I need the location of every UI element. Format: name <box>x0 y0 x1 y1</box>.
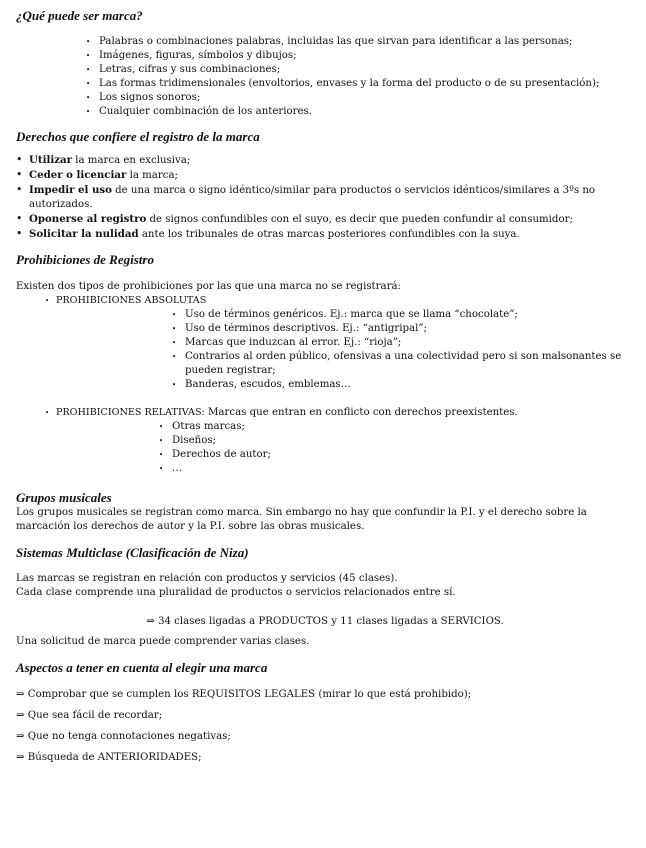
right-text: la marca en exclusiva; <box>71 155 191 166</box>
derechos-list <box>16 153 634 242</box>
relativas-text: Marcas que entran en conflicto con derechos preexistentes. <box>204 407 518 418</box>
list-item <box>16 212 634 227</box>
right-text: de una marca o signo idéntico/similar para productos o servicios idénticos/similares a 3ºs no autorizados. <box>29 185 596 210</box>
prohibiciones-intro: Existen dos tipos de prohibiciones por las que una marca no se registrará: <box>16 281 401 292</box>
list-item: • Palabras o combinaciones palabras, incluidas las que sirvan para identificar a las personas; <box>86 35 634 49</box>
heading-que-puede-ser-marca: ¿Qué puede ser marca? <box>16 8 143 23</box>
list-item: • Uso de términos descriptivos. Ej.: “antigripal”; <box>172 322 634 336</box>
prohibiciones-relativas <box>45 406 634 420</box>
relativas-list <box>159 420 634 476</box>
right-text: la marca; <box>126 170 178 181</box>
prohibiciones-absolutas-label: • PROHIBICIONES ABSOLUTAS <box>45 294 634 308</box>
list-item: • Derechos de autor; <box>159 448 634 462</box>
list-item <box>16 153 634 168</box>
right-text: de signos confundibles con el suyo, es decir que pueden confundir al consumidor; <box>146 214 573 225</box>
list-item <box>16 168 634 183</box>
aspecto-item: ⇒ Búsqueda de ANTERIORIDADES; <box>16 752 202 763</box>
absolutas-list <box>172 308 634 392</box>
list-item: • Marcas que induzcan al error. Ej.: “rioja”; <box>172 336 634 350</box>
list-item: • Contrarios al orden público, ofensivas a una colectividad pero si son malsonantes se pueden registrar; <box>172 350 634 378</box>
relativas-label: PROHIBICIONES RELATIVAS: <box>56 407 205 418</box>
right-text: ante los tribunales de otras marcas posteriores confundibles con la suya. <box>138 229 520 240</box>
list-item: • Letras, cifras y sus combinaciones; <box>86 63 634 77</box>
heading-sistemas-multiclase: Sistemas Multiclase (Clasificación de Niza) <box>16 545 249 560</box>
list-item: • Otras marcas; <box>159 420 634 434</box>
heading-prohibiciones: Prohibiciones de Registro <box>16 252 154 267</box>
list-item: • Los signos sonoros; <box>86 91 634 105</box>
list-item: • Cualquier combinación de los anteriores. <box>86 105 634 119</box>
right-verb: Ceder o licenciar <box>29 169 127 181</box>
list-item: • Las formas tridimensionales (envoltorios, envases y la forma del producto o de su presentación); <box>86 77 634 91</box>
list-item <box>16 183 634 212</box>
heading-grupos-musicales: Grupos musicales <box>16 490 112 505</box>
heading-aspectos: Aspectos a tener en cuenta al elegir una marca <box>16 660 268 675</box>
niza-line-1: Las marcas se registran en relación con productos y servicios (45 clases). <box>16 573 398 584</box>
grupos-text: Los grupos musicales se registran como marca. Sin embargo no hay que confundir la P.I. y el derecho sobre la marcación los derechos de autor y la P.I. sobre las obras musicales. <box>16 507 587 532</box>
right-verb: Oponerse al registro <box>29 213 147 225</box>
right-verb: Impedir el uso <box>29 184 112 196</box>
list-item: • Imágenes, figuras, símbolos y dibujos; <box>86 49 634 63</box>
list-item: • Diseños; <box>159 434 634 448</box>
list-item: • … <box>159 462 634 476</box>
right-verb: Utilizar <box>29 154 72 166</box>
right-verb: Solicitar la nulidad <box>29 228 139 240</box>
niza-line-3: Una solicitud de marca puede comprender varias clases. <box>16 636 310 647</box>
aspecto-item: ⇒ Que sea fácil de recordar; <box>16 710 163 721</box>
niza-classes-summary: ⇒ 34 clases ligadas a PRODUCTOS y 11 clases ligadas a SERVICIOS. <box>146 616 504 627</box>
document-page <box>16 8 634 765</box>
list-item <box>16 227 634 242</box>
list-item: • Banderas, escudos, emblemas… <box>172 378 634 392</box>
list-item: • Uso de términos genéricos. Ej.: marca que se llama “chocolate”; <box>172 308 634 322</box>
niza-line-2: Cada clase comprende una pluralidad de productos o servicios relacionados entre sí. <box>16 587 456 598</box>
aspecto-item: ⇒ Que no tenga connotaciones negativas; <box>16 731 231 742</box>
aspecto-item: ⇒ Comprobar que se cumplen los REQUISITOS LEGALES (mirar lo que está prohibido); <box>16 689 472 700</box>
heading-derechos: Derechos que confiere el registro de la marca <box>16 129 260 144</box>
marca-list <box>86 35 634 119</box>
